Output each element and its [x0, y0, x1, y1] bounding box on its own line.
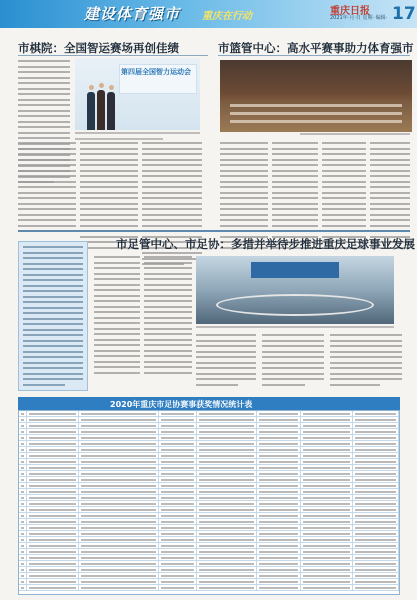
section-title: 建设体育强市: [84, 5, 181, 23]
article-text-column: [262, 334, 324, 389]
article-headline-football: 市足管中心、市足协：多措并举待步推进重庆足球事业发展: [116, 237, 415, 251]
table-cell: [353, 555, 399, 560]
table-cell: [27, 501, 79, 506]
table-cell: [159, 423, 197, 428]
table-cell: [301, 543, 353, 548]
table-cell: [27, 573, 79, 578]
table-cell: [27, 537, 79, 542]
table-cell: [353, 513, 399, 518]
table-cell: [197, 423, 257, 428]
table-cell: [197, 417, 257, 422]
table-cell: [257, 441, 301, 446]
table-cell: [159, 567, 197, 572]
table-cell: [27, 417, 79, 422]
table-cell: [353, 501, 399, 506]
table-cell: [353, 519, 399, 524]
table-row: [19, 585, 399, 591]
table-cell: [197, 465, 257, 470]
table-cell: [27, 477, 79, 482]
table-cell: [79, 453, 159, 458]
table-cell: [19, 513, 27, 518]
table-cell: [19, 453, 27, 458]
table-cell: [197, 549, 257, 554]
table-cell: [257, 435, 301, 440]
table-cell: [79, 585, 159, 590]
table-cell: [301, 423, 353, 428]
table-cell: [27, 435, 79, 440]
table-cell: [197, 537, 257, 542]
table-cell: [19, 471, 27, 476]
table-cell: [353, 447, 399, 452]
table-cell: [301, 489, 353, 494]
page-number: 17: [392, 4, 416, 24]
table-cell: [257, 519, 301, 524]
award-photo: [75, 58, 200, 130]
table-cell: [353, 459, 399, 464]
table-cell: [159, 429, 197, 434]
table-cell: [353, 441, 399, 446]
table-cell: [19, 423, 27, 428]
table-cell: [79, 471, 159, 476]
table-cell: [301, 435, 353, 440]
table-cell: [197, 429, 257, 434]
table-cell: [257, 453, 301, 458]
table-cell: [79, 459, 159, 464]
table-cell: [19, 495, 27, 500]
table-cell: [159, 519, 197, 524]
meeting-photo: [196, 256, 394, 324]
table-cell: [19, 519, 27, 524]
table-cell: [27, 561, 79, 566]
table-cell: [301, 447, 353, 452]
table-cell: [159, 471, 197, 476]
table-cell: [79, 555, 159, 560]
table-cell: [19, 567, 27, 572]
table-cell: [27, 471, 79, 476]
table-cell: [79, 537, 159, 542]
table-cell: [19, 573, 27, 578]
table-cell: [301, 417, 353, 422]
table-cell: [19, 477, 27, 482]
table-cell: [19, 459, 27, 464]
table-cell: [301, 531, 353, 536]
table-cell: [19, 579, 27, 584]
table-cell: [79, 543, 159, 548]
table-cell: [353, 489, 399, 494]
table-cell: [197, 555, 257, 560]
table-cell: [159, 465, 197, 470]
table-cell: [79, 567, 159, 572]
table-cell: [257, 447, 301, 452]
newspaper-logo: 重庆日报: [330, 6, 370, 17]
table-cell: [353, 579, 399, 584]
table-cell: [257, 579, 301, 584]
table-cell: [301, 483, 353, 488]
table-cell: [159, 531, 197, 536]
table-cell: [27, 531, 79, 536]
table-cell: [257, 423, 301, 428]
table-cell: [353, 531, 399, 536]
table-cell: [159, 435, 197, 440]
table-cell: [159, 555, 197, 560]
table-cell: [159, 525, 197, 530]
table-cell: [197, 573, 257, 578]
table-cell: [27, 579, 79, 584]
table-cell: [159, 411, 197, 416]
table-cell: [79, 483, 159, 488]
table-cell: [79, 435, 159, 440]
table-cell: [353, 567, 399, 572]
table-cell: [159, 477, 197, 482]
table-cell: [159, 489, 197, 494]
table-cell: [19, 489, 27, 494]
table-cell: [79, 525, 159, 530]
table-cell: [257, 465, 301, 470]
table-cell: [79, 513, 159, 518]
table-cell: [257, 417, 301, 422]
article-text-column: [196, 334, 256, 389]
table-cell: [79, 429, 159, 434]
article-text-column: [330, 334, 402, 389]
award-banner-text: 第四届全国智力运动会: [121, 68, 191, 76]
table-cell: [301, 471, 353, 476]
table-cell: [79, 507, 159, 512]
section-divider: [18, 230, 410, 232]
table-cell: [257, 495, 301, 500]
table-cell: [27, 567, 79, 572]
table-cell: [197, 525, 257, 530]
table-cell: [197, 519, 257, 524]
table-cell: [257, 567, 301, 572]
table-cell: [27, 513, 79, 518]
table-cell: [301, 429, 353, 434]
table-cell: [197, 579, 257, 584]
table-cell: [197, 489, 257, 494]
table-cell: [27, 495, 79, 500]
table-cell: [79, 417, 159, 422]
table-cell: [301, 555, 353, 560]
table-cell: [159, 549, 197, 554]
table-cell: [301, 495, 353, 500]
table-cell: [353, 435, 399, 440]
table-cell: [301, 573, 353, 578]
table-cell: [257, 483, 301, 488]
table-cell: [197, 447, 257, 452]
article-text-column: [94, 256, 140, 377]
table-cell: [353, 465, 399, 470]
article-text-column: [144, 256, 192, 377]
table-cell: [353, 453, 399, 458]
table-cell: [197, 513, 257, 518]
table-cell: [27, 411, 79, 416]
table-cell: [197, 507, 257, 512]
table-cell: [301, 525, 353, 530]
table-cell: [353, 573, 399, 578]
table-cell: [301, 507, 353, 512]
table-cell: [257, 507, 301, 512]
table-cell: [19, 525, 27, 530]
table-cell: [301, 519, 353, 524]
table-cell: [353, 423, 399, 428]
article-text-column: [18, 142, 76, 230]
divider: [18, 55, 208, 56]
table-cell: [79, 477, 159, 482]
table-cell: [79, 495, 159, 500]
results-table: [18, 410, 400, 595]
table-cell: [197, 531, 257, 536]
section-subtitle: 重庆在行动: [202, 11, 252, 22]
table-cell: [19, 537, 27, 542]
table-cell: [79, 501, 159, 506]
article-headline-basketball: 市篮管中心：高水平赛事助力体育强市: [218, 41, 414, 55]
table-cell: [257, 459, 301, 464]
table-cell: [159, 483, 197, 488]
table-cell: [27, 465, 79, 470]
photo-caption: [196, 326, 394, 332]
table-cell: [27, 543, 79, 548]
table-cell: [19, 435, 27, 440]
table-cell: [197, 411, 257, 416]
table-cell: [27, 549, 79, 554]
table-cell: [19, 561, 27, 566]
table-cell: [159, 453, 197, 458]
table-cell: [353, 417, 399, 422]
table-cell: [27, 429, 79, 434]
table-cell: [159, 417, 197, 422]
table-cell: [79, 423, 159, 428]
table-cell: [79, 519, 159, 524]
table-cell: [197, 567, 257, 572]
table-cell: [159, 441, 197, 446]
table-cell: [79, 549, 159, 554]
table-cell: [27, 519, 79, 524]
table-cell: [19, 585, 27, 590]
table-cell: [257, 585, 301, 590]
table-cell: [19, 543, 27, 548]
table-cell: [159, 585, 197, 590]
table-cell: [79, 447, 159, 452]
table-cell: [27, 459, 79, 464]
table-cell: [353, 495, 399, 500]
table-cell: [301, 441, 353, 446]
table-cell: [257, 573, 301, 578]
table-cell: [257, 429, 301, 434]
table-cell: [353, 549, 399, 554]
table-cell: [197, 435, 257, 440]
table-cell: [301, 501, 353, 506]
table-cell: [353, 543, 399, 548]
table-cell: [353, 507, 399, 512]
table-cell: [27, 483, 79, 488]
table-cell: [197, 543, 257, 548]
table-cell: [159, 579, 197, 584]
table-cell: [159, 501, 197, 506]
table-cell: [27, 489, 79, 494]
divider: [218, 55, 410, 56]
table-cell: [301, 585, 353, 590]
table-cell: [257, 537, 301, 542]
table-cell: [27, 453, 79, 458]
table-cell: [19, 555, 27, 560]
table-cell: [27, 555, 79, 560]
table-cell: [353, 537, 399, 542]
table-cell: [27, 525, 79, 530]
table-cell: [19, 429, 27, 434]
table-cell: [19, 417, 27, 422]
table-cell: [19, 483, 27, 488]
table-cell: [197, 561, 257, 566]
table-cell: [197, 477, 257, 482]
table-cell: [257, 555, 301, 560]
table-cell: [257, 471, 301, 476]
table-cell: [257, 525, 301, 530]
table-cell: [257, 513, 301, 518]
table-cell: [353, 471, 399, 476]
table-cell: [301, 453, 353, 458]
table-cell: [301, 561, 353, 566]
table-cell: [159, 495, 197, 500]
table-cell: [19, 465, 27, 470]
event-hall-photo: [220, 60, 412, 132]
table-cell: [301, 459, 353, 464]
table-cell: [301, 513, 353, 518]
table-cell: [353, 411, 399, 416]
table-cell: [159, 447, 197, 452]
table-cell: [159, 561, 197, 566]
table-cell: [27, 507, 79, 512]
table-title: 2020年重庆市足协赛事获奖情况统计表: [110, 400, 253, 409]
table-cell: [353, 477, 399, 482]
table-cell: [257, 489, 301, 494]
table-cell: [159, 573, 197, 578]
table-cell: [79, 573, 159, 578]
table-cell: [353, 483, 399, 488]
table-cell: [19, 441, 27, 446]
table-cell: [257, 477, 301, 482]
table-cell: [301, 465, 353, 470]
table-cell: [301, 411, 353, 416]
table-cell: [159, 513, 197, 518]
table-cell: [159, 507, 197, 512]
sidebar-box: [18, 241, 88, 391]
table-cell: [353, 585, 399, 590]
table-cell: [79, 489, 159, 494]
table-cell: [197, 453, 257, 458]
table-cell: [197, 441, 257, 446]
table-cell: [27, 441, 79, 446]
issue-meta: 2021年·月·日 星期· 编辑·: [330, 15, 388, 21]
table-cell: [353, 429, 399, 434]
table-cell: [197, 471, 257, 476]
table-cell: [19, 549, 27, 554]
article-headline-chess: 市棋院：全国智运赛场再创佳绩: [18, 41, 179, 55]
table-cell: [79, 441, 159, 446]
table-cell: [27, 447, 79, 452]
table-cell: [301, 477, 353, 482]
masthead: [0, 0, 417, 28]
table-cell: [197, 585, 257, 590]
table-cell: [257, 549, 301, 554]
table-cell: [27, 423, 79, 428]
table-cell: [301, 549, 353, 554]
table-cell: [79, 561, 159, 566]
photo-caption: [300, 133, 410, 139]
table-cell: [353, 561, 399, 566]
table-cell: [257, 501, 301, 506]
table-cell: [19, 531, 27, 536]
table-cell: [301, 537, 353, 542]
table-cell: [19, 447, 27, 452]
table-cell: [301, 567, 353, 572]
table-cell: [27, 585, 79, 590]
table-cell: [257, 561, 301, 566]
table-cell: [257, 411, 301, 416]
table-cell: [79, 465, 159, 470]
table-cell: [19, 501, 27, 506]
table-cell: [159, 543, 197, 548]
table-cell: [197, 495, 257, 500]
table-cell: [197, 483, 257, 488]
table-cell: [19, 411, 27, 416]
table-cell: [79, 411, 159, 416]
table-cell: [79, 531, 159, 536]
table-cell: [257, 531, 301, 536]
table-cell: [301, 579, 353, 584]
table-cell: [19, 507, 27, 512]
table-cell: [159, 459, 197, 464]
table-cell: [79, 579, 159, 584]
table-cell: [257, 543, 301, 548]
table-cell: [197, 459, 257, 464]
table-cell: [159, 537, 197, 542]
table-cell: [353, 525, 399, 530]
table-cell: [197, 501, 257, 506]
